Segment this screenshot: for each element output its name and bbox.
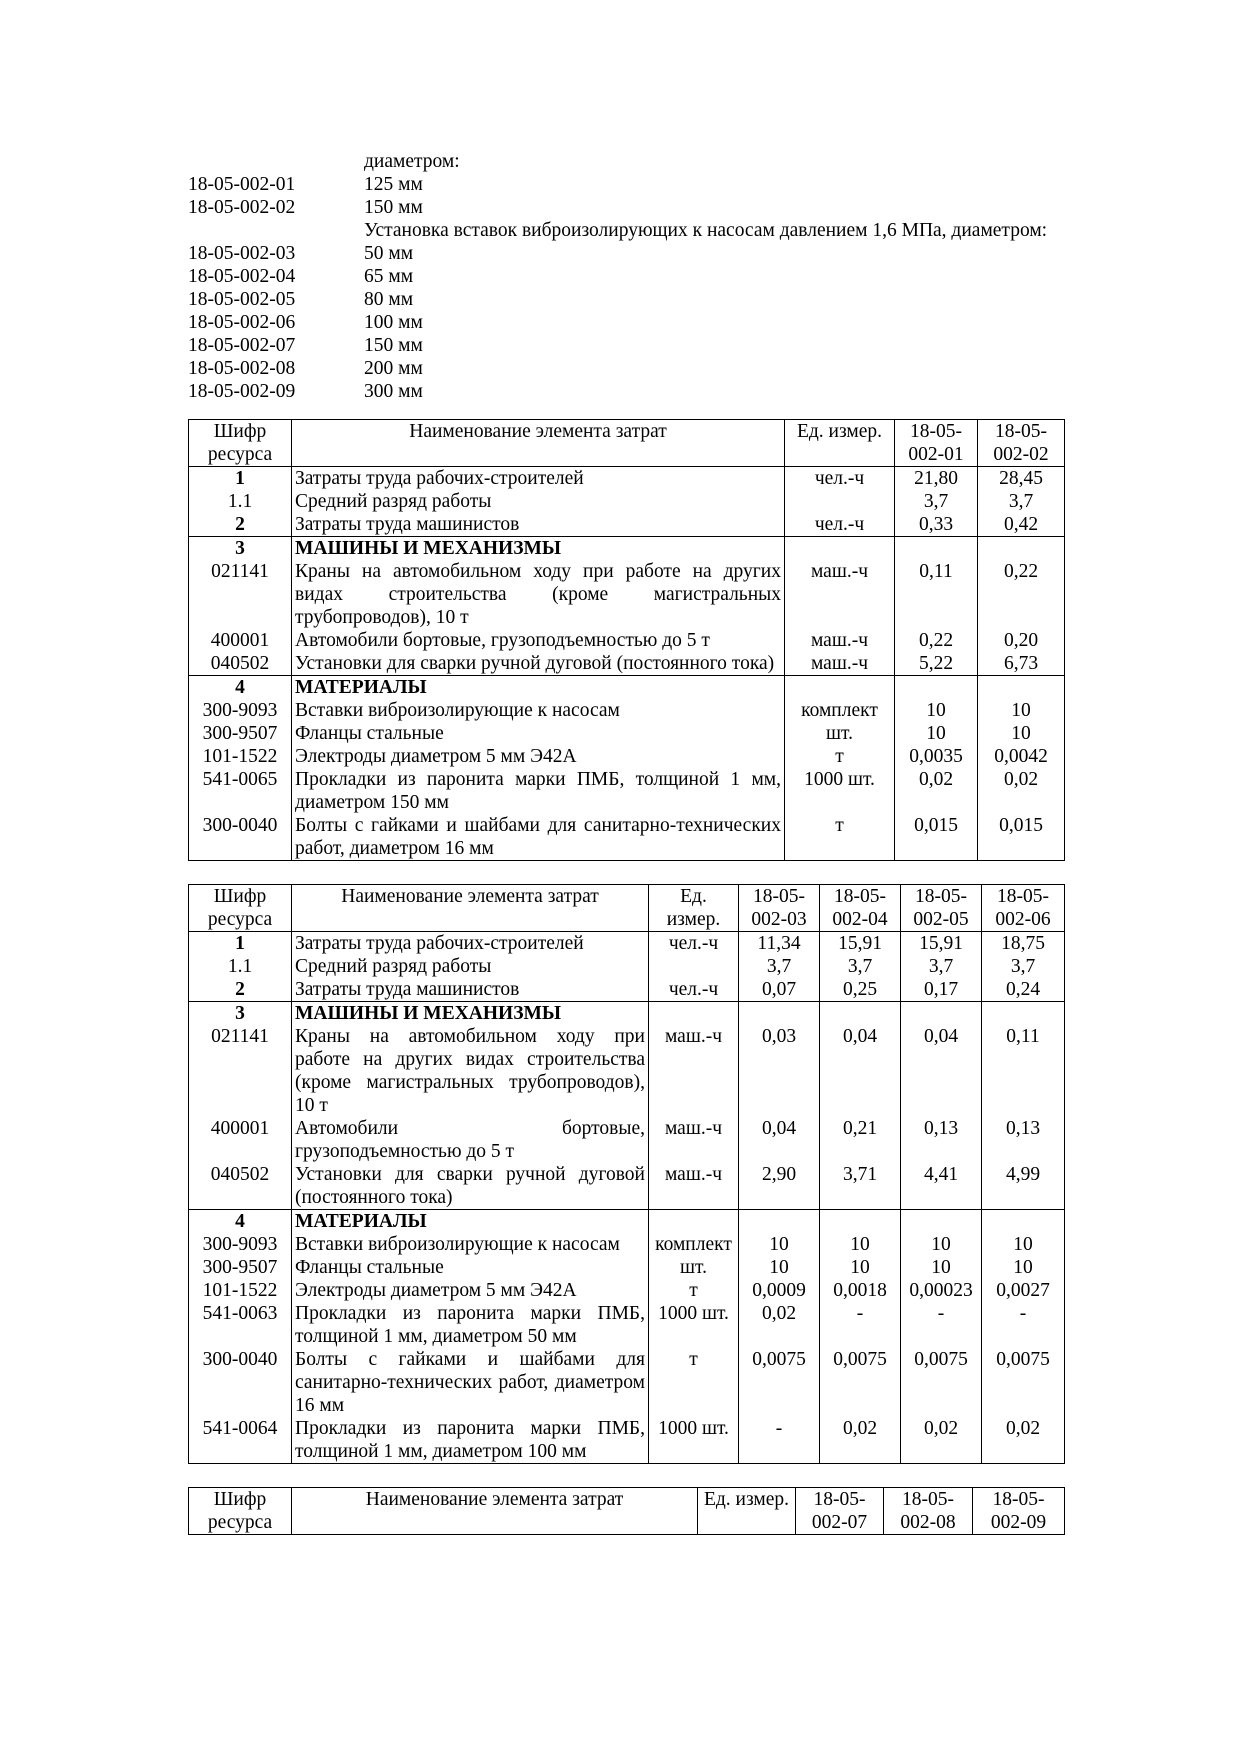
resource-value — [978, 537, 1065, 561]
table-row — [189, 652, 1065, 676]
resource-code: 300-0040 — [189, 814, 292, 861]
resource-unit: шт. — [785, 722, 895, 745]
resource-value: 0,13 — [982, 1117, 1065, 1163]
resource-unit: т — [649, 1279, 739, 1302]
resource-value: 0,0027 — [982, 1279, 1065, 1302]
resource-value: - — [820, 1302, 901, 1348]
resource-value: 18,75 — [982, 932, 1065, 956]
resource-value: 0,02 — [901, 1417, 982, 1464]
resource-name: МАТЕРИАЛЫ — [292, 676, 785, 700]
table-row — [189, 490, 1065, 513]
resource-value — [901, 1002, 982, 1026]
work-description: диаметром: — [364, 151, 460, 172]
table-row — [189, 467, 1065, 491]
resource-value: 0,015 — [895, 814, 978, 861]
work-description: 150 мм — [364, 197, 423, 218]
header-code: Шифр ресурса — [189, 420, 292, 467]
work-code — [188, 219, 364, 242]
resource-value: 0,04 — [739, 1117, 820, 1163]
code-list-row — [188, 173, 1064, 196]
resource-value: 2,90 — [739, 1163, 820, 1210]
resource-name: Установки для сварки ручной дуговой (постоянного тока) — [292, 1163, 649, 1210]
resource-table-2 — [188, 884, 1065, 1464]
resource-value: 0,22 — [978, 560, 1065, 629]
table-row — [189, 745, 1065, 768]
resource-value: 0,20 — [978, 629, 1065, 652]
resource-value: 3,7 — [820, 955, 901, 978]
resource-value: 15,91 — [901, 932, 982, 956]
table-header-row — [189, 1488, 1065, 1535]
work-code: 18-05-002-07 — [188, 335, 296, 356]
resource-value: 10 — [820, 1256, 901, 1279]
resource-name: Электроды диаметром 5 мм Э42А — [292, 1279, 649, 1302]
resource-code: 300-0040 — [189, 1348, 292, 1417]
code-list-row — [188, 242, 1064, 265]
resource-value: 10 — [901, 1233, 982, 1256]
resource-value: 10 — [739, 1233, 820, 1256]
work-code: 18-05-002-05 — [188, 289, 296, 310]
resource-value — [820, 1002, 901, 1026]
resource-value — [739, 1210, 820, 1234]
resource-value: 0,21 — [820, 1117, 901, 1163]
resource-value: 0,02 — [820, 1417, 901, 1464]
resource-code: 541-0063 — [189, 1302, 292, 1348]
resource-value: 0,0009 — [739, 1279, 820, 1302]
resource-value — [895, 537, 978, 561]
header-rate-code: 18-05-002-09 — [973, 1488, 1065, 1535]
code-list-row — [188, 311, 1064, 334]
resource-unit — [785, 490, 895, 513]
resource-value: 0,0075 — [982, 1348, 1065, 1417]
resource-value — [982, 1002, 1065, 1026]
resource-value: - — [901, 1302, 982, 1348]
resource-name: Средний разряд работы — [292, 490, 785, 513]
resource-value: 0,11 — [895, 560, 978, 629]
resource-unit: комплект — [649, 1233, 739, 1256]
resource-code: 040502 — [189, 1163, 292, 1210]
work-code: 18-05-002-08 — [188, 358, 296, 379]
table-row — [189, 699, 1065, 722]
table-row — [189, 1256, 1065, 1279]
resource-name: Затраты труда машинистов — [292, 513, 785, 537]
resource-name: Краны на автомобильном ходу при работе на других видах строительства (кроме магистральных трубопроводов), 10 т — [292, 560, 785, 629]
resource-name: МАШИНЫ И МЕХАНИЗМЫ — [292, 537, 785, 561]
resource-value: 21,80 — [895, 467, 978, 491]
work-code: 18-05-002-06 — [188, 312, 296, 333]
resource-code: 300-9507 — [189, 1256, 292, 1279]
work-code: 18-05-002-01 — [188, 174, 296, 195]
resource-value — [978, 676, 1065, 700]
resource-code: 3 — [189, 1002, 292, 1026]
resource-value: 0,02 — [739, 1302, 820, 1348]
resource-unit: т — [649, 1348, 739, 1417]
resource-unit: чел.-ч — [785, 513, 895, 537]
code-list-row — [188, 150, 1064, 173]
resource-name: Затраты труда рабочих-строителей — [292, 932, 649, 956]
resource-value: 0,07 — [739, 978, 820, 1002]
table-row — [189, 560, 1065, 629]
resource-unit — [649, 1002, 739, 1026]
resource-code: 040502 — [189, 652, 292, 676]
resource-code: 101-1522 — [189, 1279, 292, 1302]
resource-value: 0,03 — [739, 1025, 820, 1117]
resource-code: 021141 — [189, 1025, 292, 1117]
resource-value: 4,99 — [982, 1163, 1065, 1210]
resource-code: 1.1 — [189, 490, 292, 513]
header-rate-code: 18-05-002-02 — [978, 420, 1065, 467]
resource-value: 3,71 — [820, 1163, 901, 1210]
resource-code: 1.1 — [189, 955, 292, 978]
resource-table-1 — [188, 419, 1065, 861]
resource-name: Прокладки из паронита марки ПМБ, толщиной 1 мм, диаметром 100 мм — [292, 1417, 649, 1464]
work-description: 150 мм — [364, 335, 423, 356]
header-rate-code: 18-05-002-01 — [895, 420, 978, 467]
resource-code: 400001 — [189, 629, 292, 652]
resource-unit: шт. — [649, 1256, 739, 1279]
header-name: Наименование элемента затрат — [292, 1488, 698, 1535]
code-list-row — [188, 380, 1064, 403]
resource-code: 2 — [189, 978, 292, 1002]
header-name: Наименование элемента затрат — [292, 885, 649, 932]
header-rate-code: 18-05-002-05 — [901, 885, 982, 932]
resource-unit: комплект — [785, 699, 895, 722]
work-code: 18-05-002-04 — [188, 266, 296, 287]
resource-value — [895, 676, 978, 700]
resource-value: 0,0042 — [978, 745, 1065, 768]
resource-code: 021141 — [189, 560, 292, 629]
table-row — [189, 955, 1065, 978]
code-list-row — [188, 334, 1064, 357]
table-row — [189, 513, 1065, 537]
header-rate-code: 18-05-002-07 — [796, 1488, 884, 1535]
resource-unit: маш.-ч — [649, 1025, 739, 1117]
code-list-row — [188, 288, 1064, 311]
work-description: 300 мм — [364, 381, 423, 402]
resource-unit: 1000 шт. — [785, 768, 895, 814]
resource-value: 11,34 — [739, 932, 820, 956]
table-row — [189, 978, 1065, 1002]
resource-value: - — [739, 1417, 820, 1464]
resource-unit — [785, 676, 895, 700]
resource-value: 0,42 — [978, 513, 1065, 537]
resource-code: 4 — [189, 1210, 292, 1234]
resource-code: 400001 — [189, 1117, 292, 1163]
resource-name: Затраты труда машинистов — [292, 978, 649, 1002]
resource-value: 0,015 — [978, 814, 1065, 861]
table-row — [189, 1417, 1065, 1464]
code-list-row — [188, 196, 1064, 219]
work-description: Установка вставок виброизолирующих к насосам давлением 1,6 МПа, диаметром: — [364, 220, 1048, 241]
resource-value: 3,7 — [901, 955, 982, 978]
resource-value: 0,0075 — [739, 1348, 820, 1417]
resource-value: 0,13 — [901, 1117, 982, 1163]
resource-unit: 1000 шт. — [649, 1302, 739, 1348]
resource-value — [901, 1210, 982, 1234]
resource-code: 541-0064 — [189, 1417, 292, 1464]
resource-unit — [785, 537, 895, 561]
table-row — [189, 1302, 1065, 1348]
work-description: 200 мм — [364, 358, 423, 379]
resource-name: Автомобили бортовые, грузоподъемностью до 5 т — [292, 629, 785, 652]
resource-value: 0,02 — [978, 768, 1065, 814]
resource-unit — [649, 955, 739, 978]
resource-value: 15,91 — [820, 932, 901, 956]
resource-unit: 1000 шт. — [649, 1417, 739, 1464]
header-unit: Ед. измер. — [649, 885, 739, 932]
resource-name: Вставки виброизолирующие к насосам — [292, 1233, 649, 1256]
table-row — [189, 1117, 1065, 1163]
resource-unit: чел.-ч — [649, 932, 739, 956]
resource-value: 10 — [739, 1256, 820, 1279]
resource-value: 3,7 — [895, 490, 978, 513]
resource-value: 10 — [895, 699, 978, 722]
resource-value: 0,25 — [820, 978, 901, 1002]
header-name: Наименование элемента затрат — [292, 420, 785, 467]
resource-value: 3,7 — [978, 490, 1065, 513]
resource-name: МАТЕРИАЛЫ — [292, 1210, 649, 1234]
code-list — [188, 150, 1064, 403]
work-code: 18-05-002-02 — [188, 197, 296, 218]
table-row — [189, 1233, 1065, 1256]
work-description: 100 мм — [364, 312, 423, 333]
resource-name: Болты с гайками и шайбами для санитарно-технических работ, диаметром 16 мм — [292, 814, 785, 861]
resource-code: 541-0065 — [189, 768, 292, 814]
code-list-row — [188, 219, 1064, 242]
resource-name: Средний разряд работы — [292, 955, 649, 978]
table-row — [189, 1002, 1065, 1026]
work-description: 80 мм — [364, 289, 414, 310]
resource-name: Фланцы стальные — [292, 722, 785, 745]
resource-name: Электроды диаметром 5 мм Э42А — [292, 745, 785, 768]
header-rate-code: 18-05-002-08 — [884, 1488, 973, 1535]
resource-value: 0,02 — [895, 768, 978, 814]
resource-code: 1 — [189, 932, 292, 956]
resource-name: Прокладки из паронита марки ПМБ, толщиной 1 мм, диаметром 50 мм — [292, 1302, 649, 1348]
table-header-row — [189, 420, 1065, 467]
document-page — [188, 150, 1064, 1535]
resource-name: МАШИНЫ И МЕХАНИЗМЫ — [292, 1002, 649, 1026]
resource-value — [820, 1210, 901, 1234]
resource-value: 0,24 — [982, 978, 1065, 1002]
header-unit: Ед. измер. — [698, 1488, 796, 1535]
resource-value: 0,33 — [895, 513, 978, 537]
table-row — [189, 537, 1065, 561]
resource-value: 4,41 — [901, 1163, 982, 1210]
table-row — [189, 1163, 1065, 1210]
resource-value: 10 — [820, 1233, 901, 1256]
resource-code: 300-9093 — [189, 1233, 292, 1256]
resource-value: 10 — [895, 722, 978, 745]
resource-value: 0,0075 — [820, 1348, 901, 1417]
resource-code: 300-9507 — [189, 722, 292, 745]
resource-value: 3,7 — [982, 955, 1065, 978]
table-row — [189, 629, 1065, 652]
header-unit: Ед. измер. — [785, 420, 895, 467]
resource-name: Вставки виброизолирующие к насосам — [292, 699, 785, 722]
resource-value: 10 — [901, 1256, 982, 1279]
resource-value: 10 — [978, 699, 1065, 722]
table-row — [189, 814, 1065, 861]
work-description: 125 мм — [364, 174, 423, 195]
resource-value: 0,04 — [901, 1025, 982, 1117]
resource-name: Фланцы стальные — [292, 1256, 649, 1279]
resource-name: Прокладки из паронита марки ПМБ, толщиной 1 мм, диаметром 150 мм — [292, 768, 785, 814]
resource-value: 3,7 — [739, 955, 820, 978]
table-row — [189, 1210, 1065, 1234]
resource-unit — [649, 1210, 739, 1234]
resource-value: 10 — [978, 722, 1065, 745]
header-rate-code: 18-05-002-03 — [739, 885, 820, 932]
resource-value: 6,73 — [978, 652, 1065, 676]
code-list-row — [188, 357, 1064, 380]
resource-code: 3 — [189, 537, 292, 561]
table-row — [189, 1025, 1065, 1117]
resource-unit: т — [785, 814, 895, 861]
resource-name: Установки для сварки ручной дуговой (постоянного тока) — [292, 652, 785, 676]
resource-value: 0,00023 — [901, 1279, 982, 1302]
resource-code: 4 — [189, 676, 292, 700]
table-row — [189, 1279, 1065, 1302]
resource-value: 28,45 — [978, 467, 1065, 491]
header-rate-code: 18-05-002-06 — [982, 885, 1065, 932]
resource-name: Болты с гайками и шайбами для санитарно-технических работ, диаметром 16 мм — [292, 1348, 649, 1417]
resource-unit: маш.-ч — [785, 560, 895, 629]
resource-value: 10 — [982, 1256, 1065, 1279]
resource-value: 5,22 — [895, 652, 978, 676]
work-code: 18-05-002-03 — [188, 243, 296, 264]
resource-name: Автомобили бортовые, грузоподъемностью до 5 т — [292, 1117, 649, 1163]
resource-code: 300-9093 — [189, 699, 292, 722]
table-row — [189, 768, 1065, 814]
work-description: 65 мм — [364, 266, 414, 287]
resource-code: 101-1522 — [189, 745, 292, 768]
resource-name: Краны на автомобильном ходу при работе на других видах строительства (кроме магистральных трубопроводов), 10 т — [292, 1025, 649, 1117]
table-row — [189, 722, 1065, 745]
work-description: 50 мм — [364, 243, 414, 264]
resource-value: 0,22 — [895, 629, 978, 652]
work-code — [188, 150, 364, 173]
resource-value: 0,17 — [901, 978, 982, 1002]
resource-unit: т — [785, 745, 895, 768]
resource-value: 0,11 — [982, 1025, 1065, 1117]
resource-value — [982, 1210, 1065, 1234]
resource-unit: маш.-ч — [785, 652, 895, 676]
code-list-row — [188, 265, 1064, 288]
resource-value: - — [982, 1302, 1065, 1348]
resource-code: 1 — [189, 467, 292, 491]
header-rate-code: 18-05-002-04 — [820, 885, 901, 932]
resource-code: 2 — [189, 513, 292, 537]
resource-unit: маш.-ч — [785, 629, 895, 652]
table-header-row — [189, 885, 1065, 932]
header-code: Шифр ресурса — [189, 1488, 292, 1535]
resource-value — [739, 1002, 820, 1026]
resource-value: 0,04 — [820, 1025, 901, 1117]
resource-name: Затраты труда рабочих-строителей — [292, 467, 785, 491]
table-row — [189, 1348, 1065, 1417]
resource-value: 0,0035 — [895, 745, 978, 768]
resource-table-3 — [188, 1487, 1065, 1535]
resource-value: 0,0075 — [901, 1348, 982, 1417]
resource-unit: маш.-ч — [649, 1117, 739, 1163]
resource-value: 0,02 — [982, 1417, 1065, 1464]
resource-unit: чел.-ч — [785, 467, 895, 491]
header-code: Шифр ресурса — [189, 885, 292, 932]
resource-unit: чел.-ч — [649, 978, 739, 1002]
resource-value: 0,0018 — [820, 1279, 901, 1302]
resource-unit: маш.-ч — [649, 1163, 739, 1210]
work-code: 18-05-002-09 — [188, 381, 296, 402]
resource-value: 10 — [982, 1233, 1065, 1256]
table-row — [189, 932, 1065, 956]
table-row — [189, 676, 1065, 700]
